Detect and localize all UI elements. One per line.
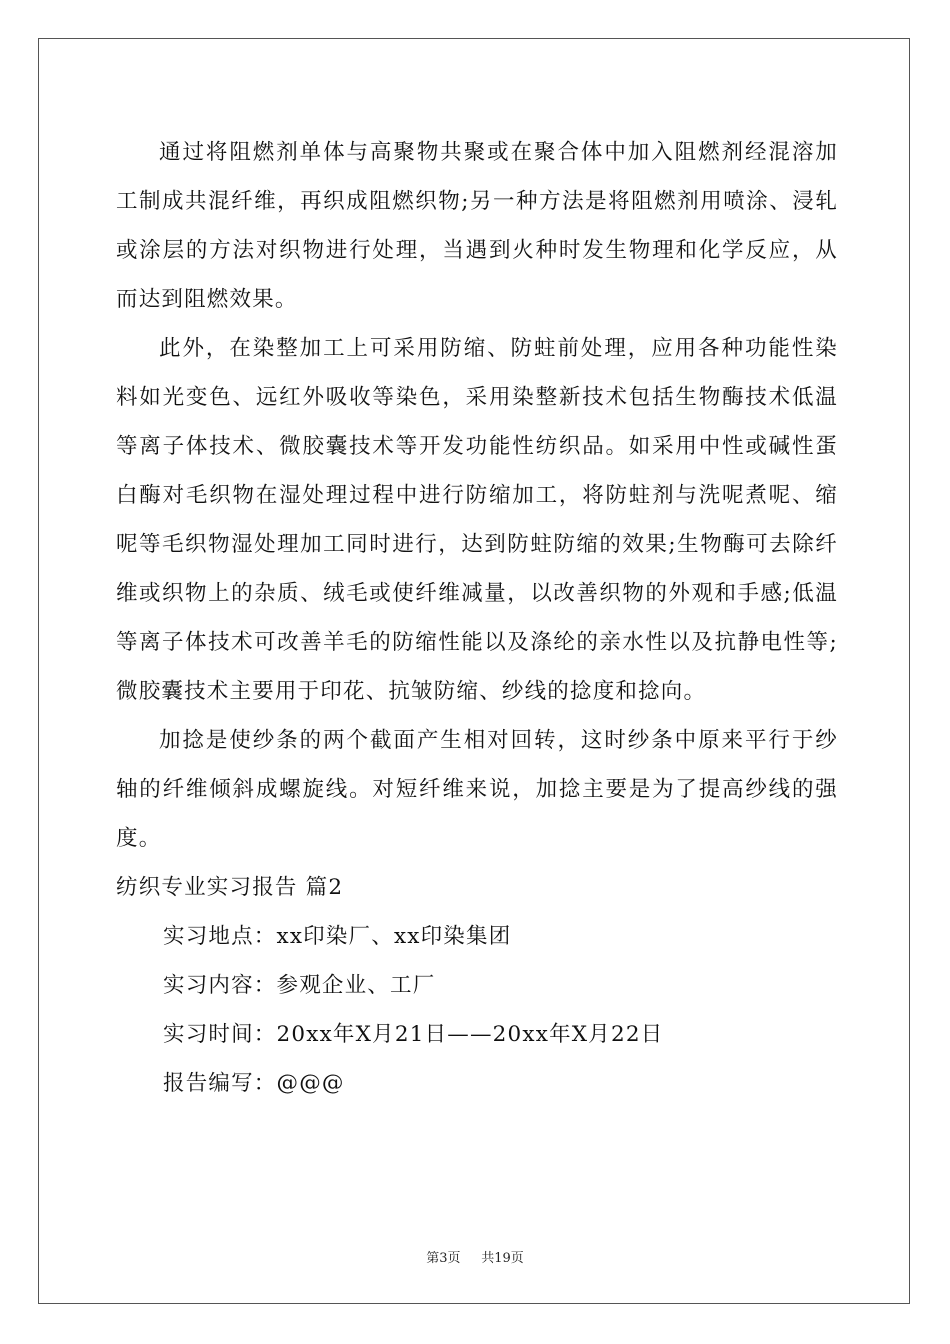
info-location: 实习地点：xx印染厂、xx印染集团	[163, 924, 512, 949]
info-time: 实习时间：20xx年X月21日——20xx年X月22日	[163, 1022, 664, 1047]
page-number: 第3页	[426, 1251, 461, 1266]
section-heading: 纺织专业实习报告 篇2	[116, 875, 344, 900]
paragraph-twisting: 加捻是使纱条的两个截面产生相对回转，这时纱条中原来平行于纱轴的纤维倾斜成螺旋线。对短纤维来说，加捻主要是为了提高纱线的强度。	[116, 728, 838, 851]
info-content: 实习内容：参观企业、工厂	[163, 973, 436, 998]
document-body	[116, 128, 838, 1108]
page-total: 共19页	[481, 1251, 524, 1266]
info-author: 报告编写：@@@	[163, 1071, 345, 1096]
page-footer	[0, 1247, 950, 1266]
paragraph-flame-retardant: 通过将阻燃剂单体与高聚物共聚或在聚合体中加入阻燃剂经混溶加工制成共混纤维，再织成阻燃织物;另一种方法是将阻燃剂用喷涂、浸轧或涂层的方法对织物进行处理，当遇到火种时发生物理和化学反应，从而达到阻燃效果。	[116, 140, 838, 312]
paragraph-dyeing-finishing: 此外，在染整加工上可采用防缩、防蛀前处理，应用各种功能性染料如光变色、远红外吸收等染色，采用染整新技术包括生物酶技术低温等离子体技术、微胶囊技术等开发功能性纺织品。如采用中性或碱性蛋白酶对毛织物在湿处理过程中进行防缩加工，将防蛀剂与洗呢煮呢、缩呢等毛织物湿处理加工同时进行，达到防蛀防缩的效果;生物酶可去除纤维或织物上的杂质、绒毛或使纤维减量，以改善织物的外观和手感;低温等离子体技术可改善羊毛的防缩性能以及涤纶的亲水性以及抗静电性等;微胶囊技术主要用于印花、抗皱防缩、纱线的捻度和捻向。	[116, 336, 838, 704]
